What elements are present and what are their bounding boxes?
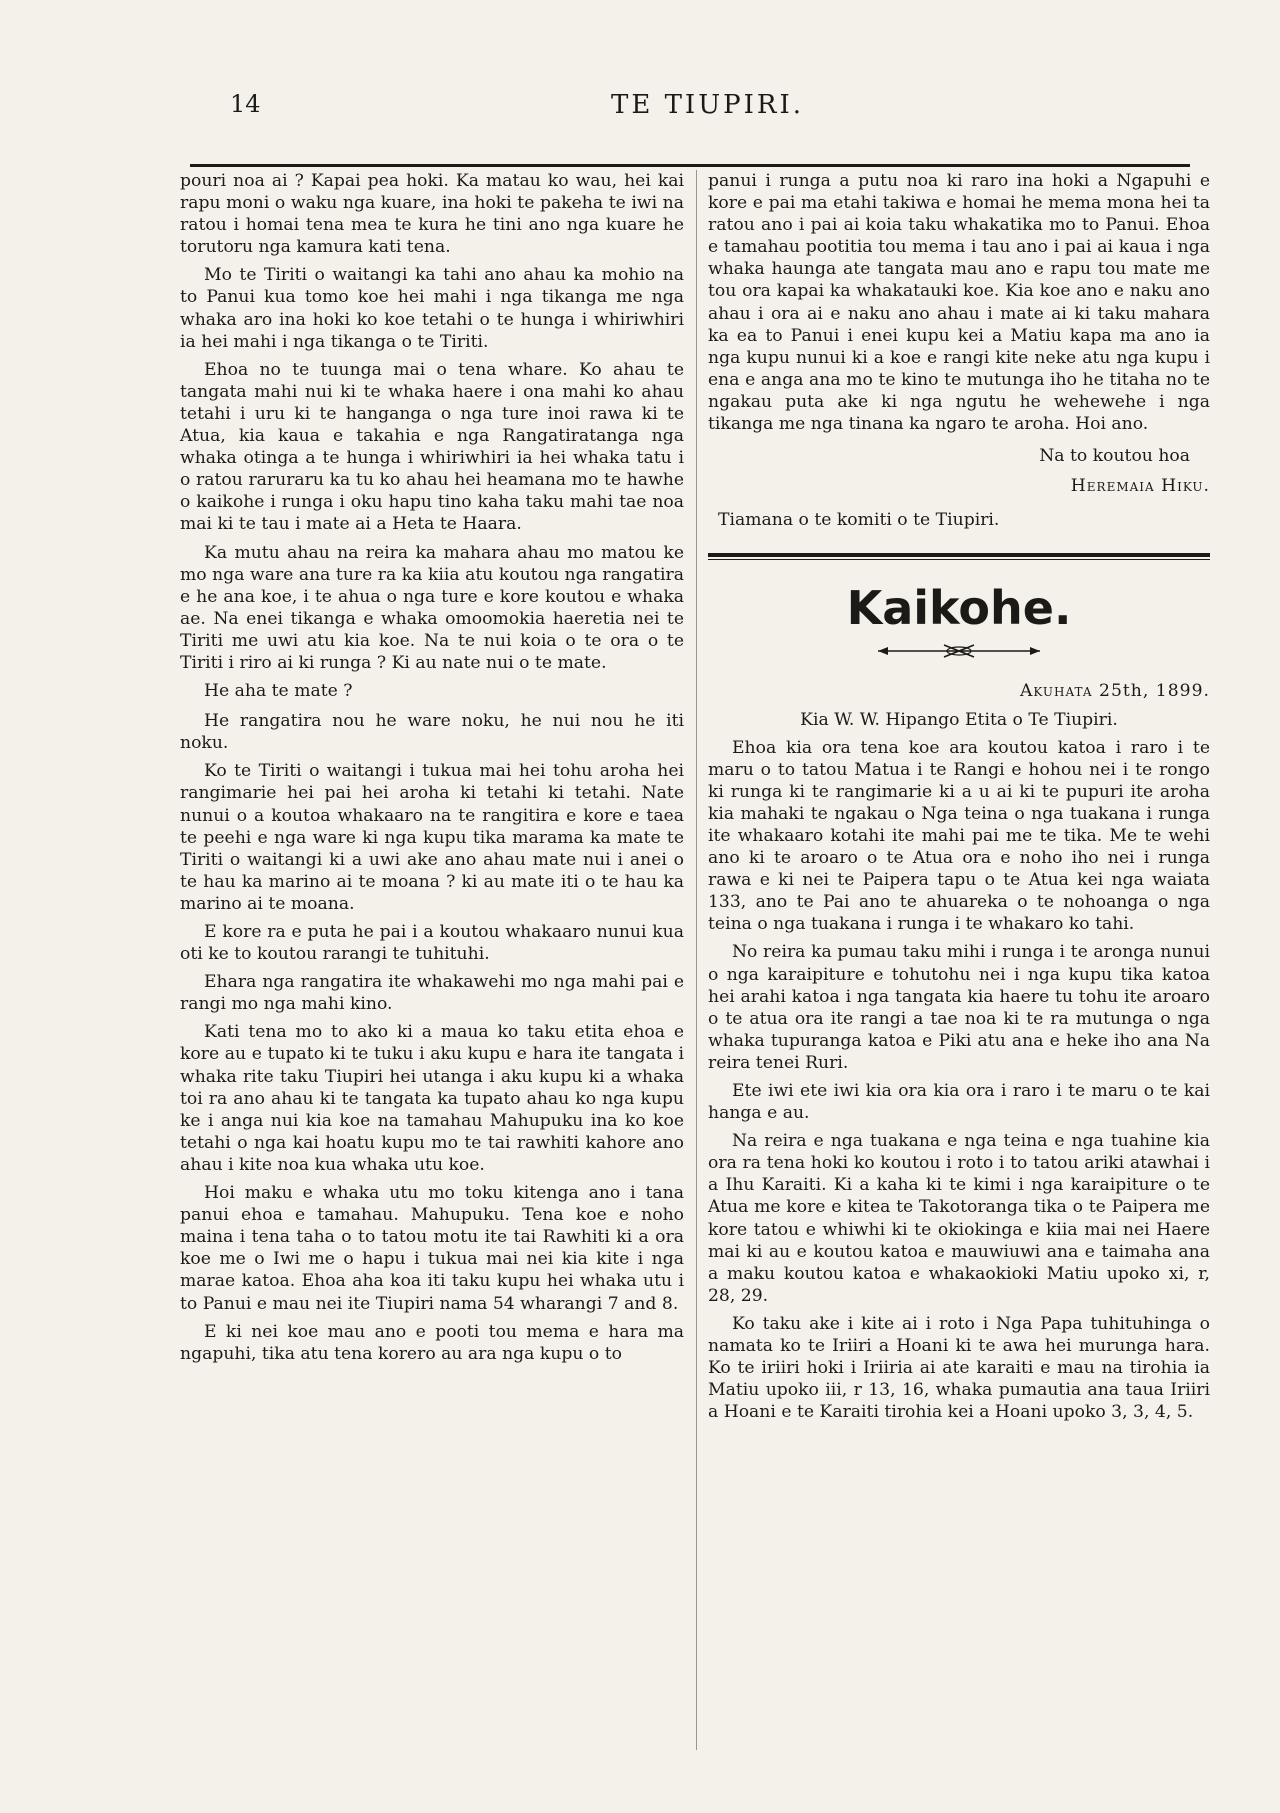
paragraph: Ka mutu ahau na reira ka mahara ahau mo matou ke mo nga ware ana ture ra ka kiia atu koutou nga rangatira e he ana koe, i te ahua o nga ture e kore koutou e whaka ae. Na enei tikanga e whaka omoomokia haeretia nei te Tiriti me uwi atu kia koe. Na te nui koia o te ora o te Tiriti i riro ai ki runga ? Ki au nate nui o te mate. [180,542,684,673]
left-column [180,170,684,1371]
column-divider [696,170,697,1750]
paragraph: He rangatira nou he ware noku, he nui nou he iti noku. [180,711,684,754]
paragraph: Ko te Tiriti o waitangi i tukua mai hei tohu aroha hei rangimarie hei pai hei aroha ki tetahi ki tetahi. Nate nunui o a koutoa whakaaro na te rangitira e kore e taea te peehi e nga ware ki nga kupu tika marama ka mate te Tiriti o waitangi ki a uwi ake ano ahau mate nui i anei o te hau ka marino ai te moana ? ki au mate iti o te hau ka marino ai te moana. [180,761,684,914]
right-column [708,170,1210,1429]
paragraph: E ki nei koe mau ano e pooti tou mema e hara ma ngapuhi, tika atu tena korero au ara nga kupu o to [180,1321,684,1364]
paragraph: pouri noa ai ? Kapai pea hoki. Ka matau ko wau, hei kai rapu moni o waku nga kuare, ina hoki te pakeha te iwi na ratou i homai tena mea te kura he tini ano nga kuare he torutoru nga kamura kati tena. [180,171,684,258]
paragraph: He aha te mate ? [204,681,353,702]
dateline-month: Akuhata [1019,681,1093,702]
letter-signature: Heremaia Hiku. [1070,476,1210,497]
paragraph: Ehara nga rangatira ite whakawehi mo nga mahi pai e rangi mo nga mahi kino. [180,972,684,1015]
paragraph: Ko taku ake i kite ai i roto i Nga Papa tuhituhinga o namata ko te Iriiri a Hoani ki te awa hei murunga hara. Ko te iriiri hoki i Iriiria ai ate karaiti e mau na tirohia ia Matiu upoko iii, r 13, 16, whaka pumautia ana taua Iriiri a Hoani e te Karaiti tirohia kei a Hoani upoko 3, 3, 4, 5. [708,1313,1210,1423]
ornament-divider-icon [874,642,1044,660]
section-rule [708,553,1210,557]
paragraph: Ehoa kia ora tena koe ara koutou katoa i raro i te maru o to tatou Matua i te Rangi e hohou nei i te rongo ki runga ki te rangimarie ki a u ai ki te pupuri ite aroha kia mahaki te ngakau o Nga teina o nga tuakana i runga ite whakaaro kotahi ite mahi pai me te tika. Me te wehi ano ki te aroaro o te Atua ora e noho iho nei i runga rawa e ki nei te Paipera tapu o te Atua kei nga waiata 133, ano te Pai ano te ahuareka o te nohoanga o nga teina o nga tuakana i runga i te whakaro ko tahi. [708,737,1210,935]
page-number: 14 [230,90,261,118]
signatory-title: Tiamana o te komiti o te Tiupiri. [718,510,1000,531]
dateline-day: 25th, 1899. [1099,681,1210,702]
paragraph: Ehoa no te tuunga mai o tena whare. Ko ahau te tangata mahi nui ki te whaka haere i ona mahi ko ahau tetahi i uru ki te hanganga o nga ture inoi rawa ki te Atua, kia kaua e takahia e nga Rangatiratanga nga whaka otinga a te hunga i whiriwhiri ia hei whaka tatu i o ratou raruraru ka tu ko ahau hei heamana mo te hawhe o kaikohe i runga i oku hapu tino kaha taku mahi tae noa mai ki te tau i mate ai a Heta te Haara. [180,359,684,535]
paragraph: E kore ra e puta he pai i a koutou whakaaro nunui kua oti ke to koutou rarangi te tuhituhi. [180,922,684,965]
salutation: Kia W. W. Hipango Etita o Te Tiupiri. [800,709,1118,730]
dateline [708,680,1210,702]
page-header [190,82,1185,132]
paragraph: No reira ka pumau taku mihi i runga i te aronga nunui o nga karaipiture e tohutohu nei i nga kupu tika katoa hei arahi katoa i nga tangata kia haere tu tohu ite aroaro o te atua ora ite rangi a tae noa ki te ra mutunga o nga whaka tupuranga katoa e Piki atu ana e heke iho ana Na reira tenei Ruri. [708,942,1210,1073]
running-title: TE TIUPIRI. [611,90,804,120]
paragraph: panui i runga a putu noa ki raro ina hoki a Ngapuhi e kore e pai ma etahi takiwa e homai he mema mona hei ta ratou ano i pai ai koia taku whakatika mo to Panui. Ehoa e tamahau pootitia tou mema i tau ano i pai ai kaua i nga whaka haunga ate tangata mau ano e rapu tou mate me tou ora kapai ka whakatauki koe. Kia koe ano e naku ano ahau i ora ai e naku ano ahau i mate ai ki taku mahara ka ea to Panui i enei kupu kei a Matiu kapa ma ano ia nga kupu nunui ki a koe e rangi kite neke atu nga kupu i ena e anga ana mo te kino te mutunga iho he titaha no te ngakau puta ake ki nga ngutu he wehewehe i nga tikanga me nga tinana ka ngaro te aroha. Hoi ano. [708,171,1210,435]
paragraph: Hoi maku e whaka utu mo toku kitenga ano i tana panui ehoa e tamahau. Mahupuku. Tena koe e noho maina i tena taha o to tatou motu ite tai Rawhiti ki a ora koe me o Iwi me o hapu i tukua mai nei kia kite i nga marae katoa. Ehoa aha koa iti taku kupu hei whaka utu i to Panui e mau nei ite Tiupiri nama 54 wharangi 7 and 8. [180,1183,684,1314]
section-heading: Kaikohe. [846,581,1072,636]
letter-signoff: Na to koutou hoa [1039,446,1190,467]
section-rule [708,559,1210,560]
paragraph: Kati tena mo to ako ki a maua ko taku etita ehoa e kore au e tupato ki te tuku i aku kupu e hara ite tangata i whaka rite taku Tiupiri hei utanga i aku kupu ki a whaka toi ra ano ahau ki te tangata ka tupato ahau ko nga kupu ke i anga nui kia koe na tamahau Mahupuku ina ko koe tetahi o nga kai hoatu kupu mo te tai rawhiti kahore ano ahau i kite noa kua whaka utu koe. [180,1022,684,1175]
paragraph: Na reira e nga tuakana e nga teina e nga tuahine kia ora ra tena hoki ko koutou i roto i to tatou ariki atawhai i a Ihu Karaiti. Ki a kaha ki te kimi i nga karaipiture o te Atua me kore e kitea te Takotoranga tika o te Paipera me kore tatou e whiwhi ki te okiokinga e kiia mai nei Haere mai ki au e koutou katoa e mauwiuwi ana e taimaha ana a maku koutou katoa e whakaokioki Matiu upoko xi, r, 28, 29. [708,1131,1210,1306]
paragraph: Ete iwi ete iwi kia ora kia ora i raro i te maru o te kai hanga e au. [708,1081,1210,1124]
paragraph: Mo te Tiriti o waitangi ka tahi ano ahau ka mohio na to Panui kua tomo koe hei mahi i nga tikanga me nga whaka aro ina hoki ko koe tetahi o te hunga i whiriwhiri ia hei mahi i nga tikanga o te Tiriti. [180,265,684,352]
header-rule [190,164,1190,167]
